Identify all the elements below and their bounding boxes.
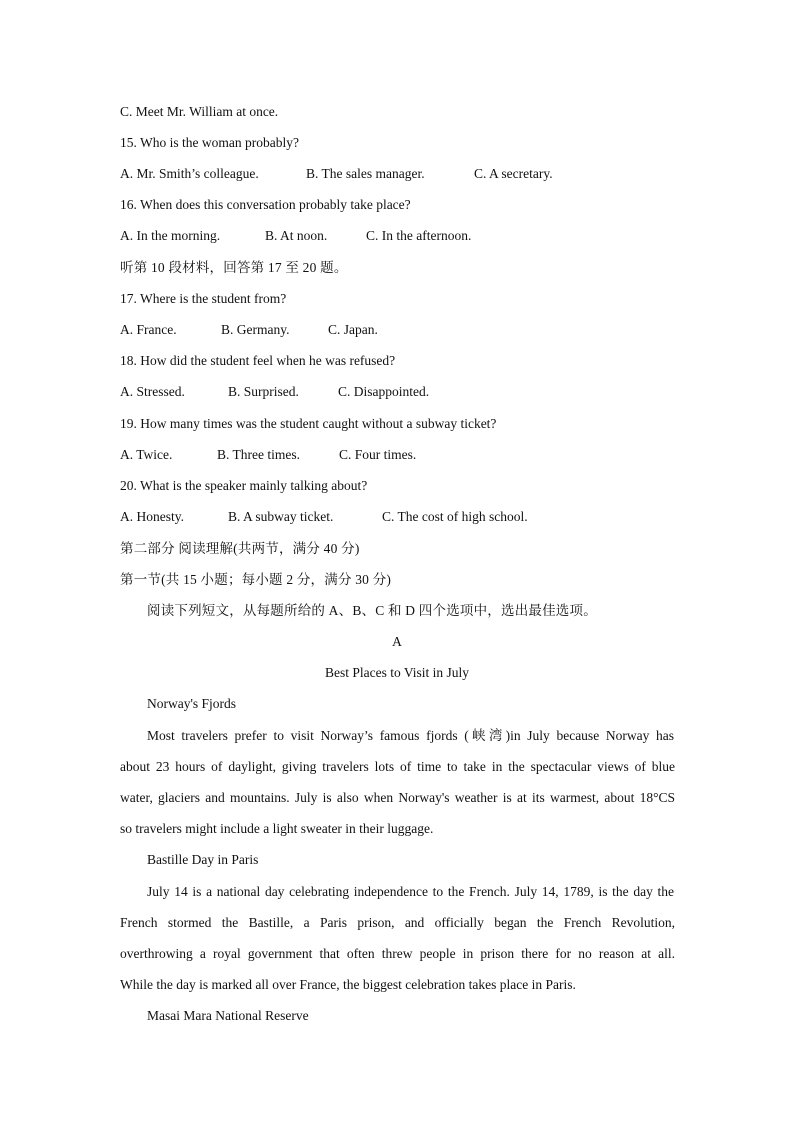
- paragraph-line: overthrowing a royal government that often threw people in prison there for no reason at all.: [120, 946, 675, 961]
- paragraph-line: While the day is marked all over France, the biggest celebration takes place in Paris.: [120, 977, 576, 992]
- question-20-stem: 20. What is the speaker mainly talking about?: [120, 478, 368, 493]
- q14-option-c: C. Meet Mr. William at once.: [120, 104, 279, 119]
- question-15-option-b: B. The sales manager.: [306, 166, 425, 181]
- section-heading-bastille: Bastille Day in Paris: [147, 852, 259, 867]
- question-16-option-a: A. In the morning.: [120, 228, 221, 243]
- question-20-option-c: C. The cost of high school.: [382, 509, 528, 524]
- question-17-option-b: B. Germany.: [221, 322, 290, 337]
- section-1-title: 第一节(共 15 小题；每小题 2 分，满分 30 分): [120, 572, 392, 587]
- question-19-option-a: A. Twice.: [120, 447, 173, 462]
- paragraph-line: French stormed the Bastille, a Paris prison, and officially began the French Revolution,: [120, 915, 675, 930]
- question-16-stem: 16. When does this conversation probably take place?: [120, 197, 411, 212]
- paragraph-line: Most travelers prefer to visit Norway’s famous fjords (峡湾)in July because Norway has: [147, 728, 674, 743]
- section-heading-norway: Norway's Fjords: [147, 696, 237, 711]
- paragraph-line: so travelers might include a light sweater in their luggage.: [120, 821, 434, 836]
- part-2-title: 第二部分 阅读理解(共两节，满分 40 分): [120, 541, 360, 556]
- paragraph-line: water, glaciers and mountains. July is also when Norway's weather is at its warmest, about 18°CS: [120, 790, 675, 805]
- reading-instruction: 阅读下列短文，从每题所给的 A、B、C 和 D 四个选项中，选出最佳选项。: [147, 603, 597, 618]
- instruction-material-10: 听第 10 段材料，回答第 17 至 20 题。: [120, 260, 348, 275]
- question-19-stem: 19. How many times was the student caught without a subway ticket?: [120, 416, 497, 431]
- question-20-option-b: B. A subway ticket.: [228, 509, 334, 524]
- question-19-option-b: B. Three times.: [217, 447, 300, 462]
- question-15-option-c: C. A secretary.: [474, 166, 553, 181]
- section-heading-masai-mara: Masai Mara National Reserve: [147, 1008, 309, 1023]
- paragraph-line: about 23 hours of daylight, giving travelers lots of time to take in the spectacular views of blue: [120, 759, 675, 774]
- question-20-option-a: A. Honesty.: [120, 509, 184, 524]
- paragraph-line: July 14 is a national day celebrating independence to the French. July 14, 1789, is the day the: [147, 884, 674, 899]
- question-19-option-c: C. Four times.: [339, 447, 417, 462]
- question-18-option-c: C. Disappointed.: [338, 384, 430, 399]
- question-18-option-b: B. Surprised.: [228, 384, 299, 399]
- question-16-option-b: B. At noon.: [265, 228, 328, 243]
- question-15-stem: 15. Who is the woman probably?: [120, 135, 299, 150]
- question-16-option-c: C. In the afternoon.: [366, 228, 472, 243]
- question-17-stem: 17. Where is the student from?: [120, 291, 287, 306]
- question-17-option-c: C. Japan.: [328, 322, 378, 337]
- passage-letter: A: [392, 634, 402, 649]
- question-17-option-a: A. France.: [120, 322, 177, 337]
- question-18-stem: 18. How did the student feel when he was refused?: [120, 353, 396, 368]
- question-18-option-a: A. Stressed.: [120, 384, 185, 399]
- passage-title: Best Places to Visit in July: [324, 665, 470, 680]
- question-15-option-a: A. Mr. Smith’s colleague.: [120, 166, 259, 181]
